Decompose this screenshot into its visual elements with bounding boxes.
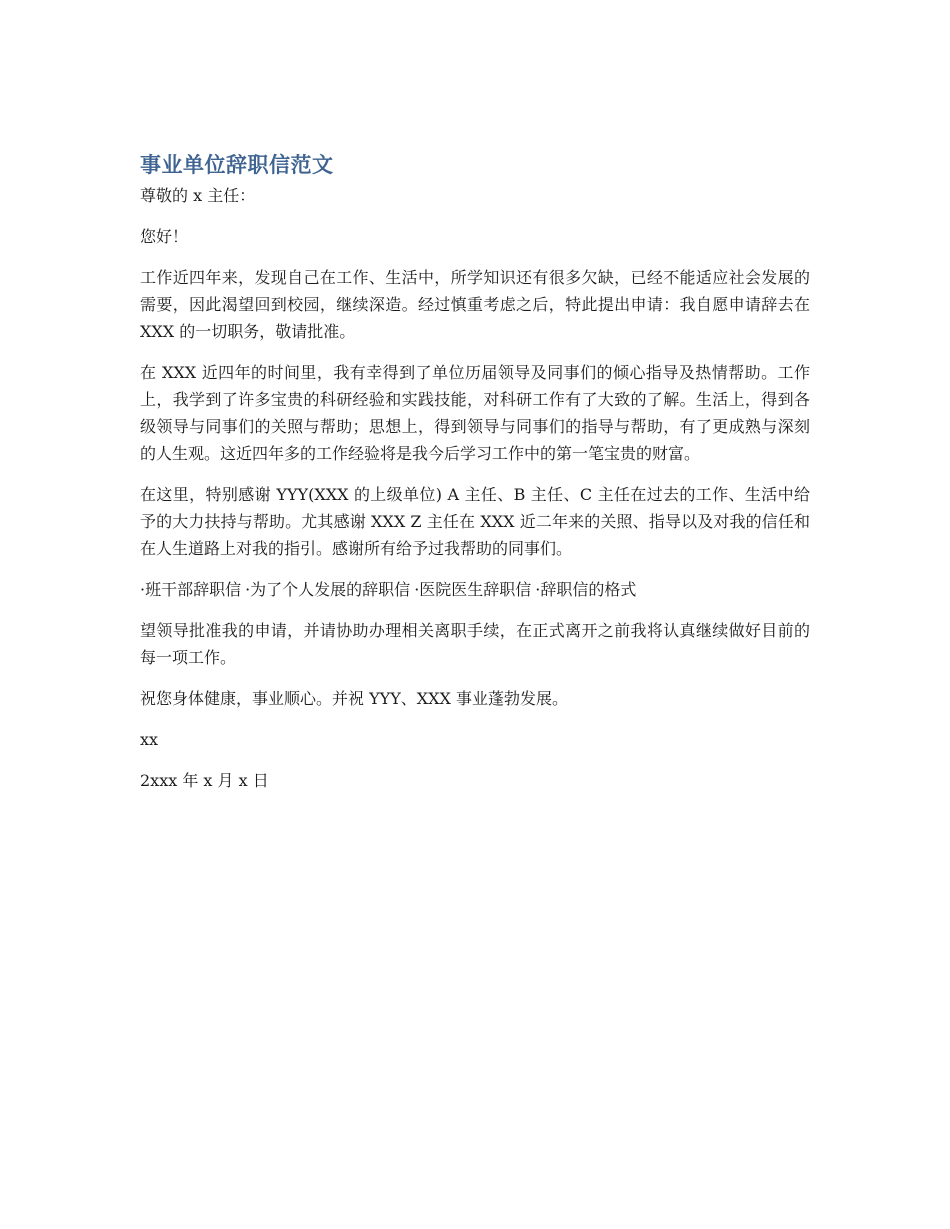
greeting: 您好！: [140, 227, 189, 246]
related-link-2[interactable]: ·为了个人发展的辞职信: [245, 580, 411, 599]
related-link-4[interactable]: ·辞职信的格式: [535, 580, 637, 599]
salutation: 尊敬的 x 主任：: [140, 186, 256, 205]
document-title: 事业单位辞职信范文: [140, 153, 334, 177]
body-paragraph-2: 在 XXX 近四年的时间里，我有幸得到了单位历届领导及同事们的倾心指导及热情帮助。工作上，我学到了许多宝贵的科研经验和实践技能，对科研工作有了大致的了解。生活上，得到各级领导与同事们的关照与帮助；思想上，得到领导与同事们的指导与帮助，有了更成熟与深刻的人生观。这近四年多的工作经验将是我今后学习工作中的第一笔宝贵的财富。: [140, 363, 810, 463]
letter-page: [140, 150, 810, 808]
related-link-1[interactable]: ·班干部辞职信: [140, 580, 242, 599]
related-links: [140, 576, 810, 603]
body-paragraph-1: 工作近四年来，发现自己在工作、生活中，所学知识还有很多欠缺，已经不能适应社会发展的需要，因此渴望回到校园，继续深造。经过慎重考虑之后，特此提出申请：我自愿申请辞去在 XXX 的一切职务，敬请批准。: [140, 268, 810, 341]
body-paragraph-3: 在这里，特别感谢 YYY(XXX 的上级单位) A 主任、B 主任、C 主任在过去的工作、生活中给予的大力扶持与帮助。尤其感谢 XXX Z 主任在 XXX 近二年来的关照、指导以及对我的信任和在人生道路上对我的指引。感谢所有给予过我帮助的同事们。: [140, 485, 810, 558]
signature: xx: [140, 730, 159, 749]
date: 2xxx 年 x 月 x 日: [140, 771, 269, 790]
closing-paragraph-1: 望领导批准我的申请，并请协助办理相关离职手续，在正式离开之前我将认真继续做好目前的每一项工作。: [140, 621, 810, 667]
related-link-3[interactable]: ·医院医生辞职信: [414, 580, 532, 599]
closing-paragraph-2: 祝您身体健康，事业顺心。并祝 YYY、XXX 事业蓬勃发展。: [140, 689, 569, 708]
